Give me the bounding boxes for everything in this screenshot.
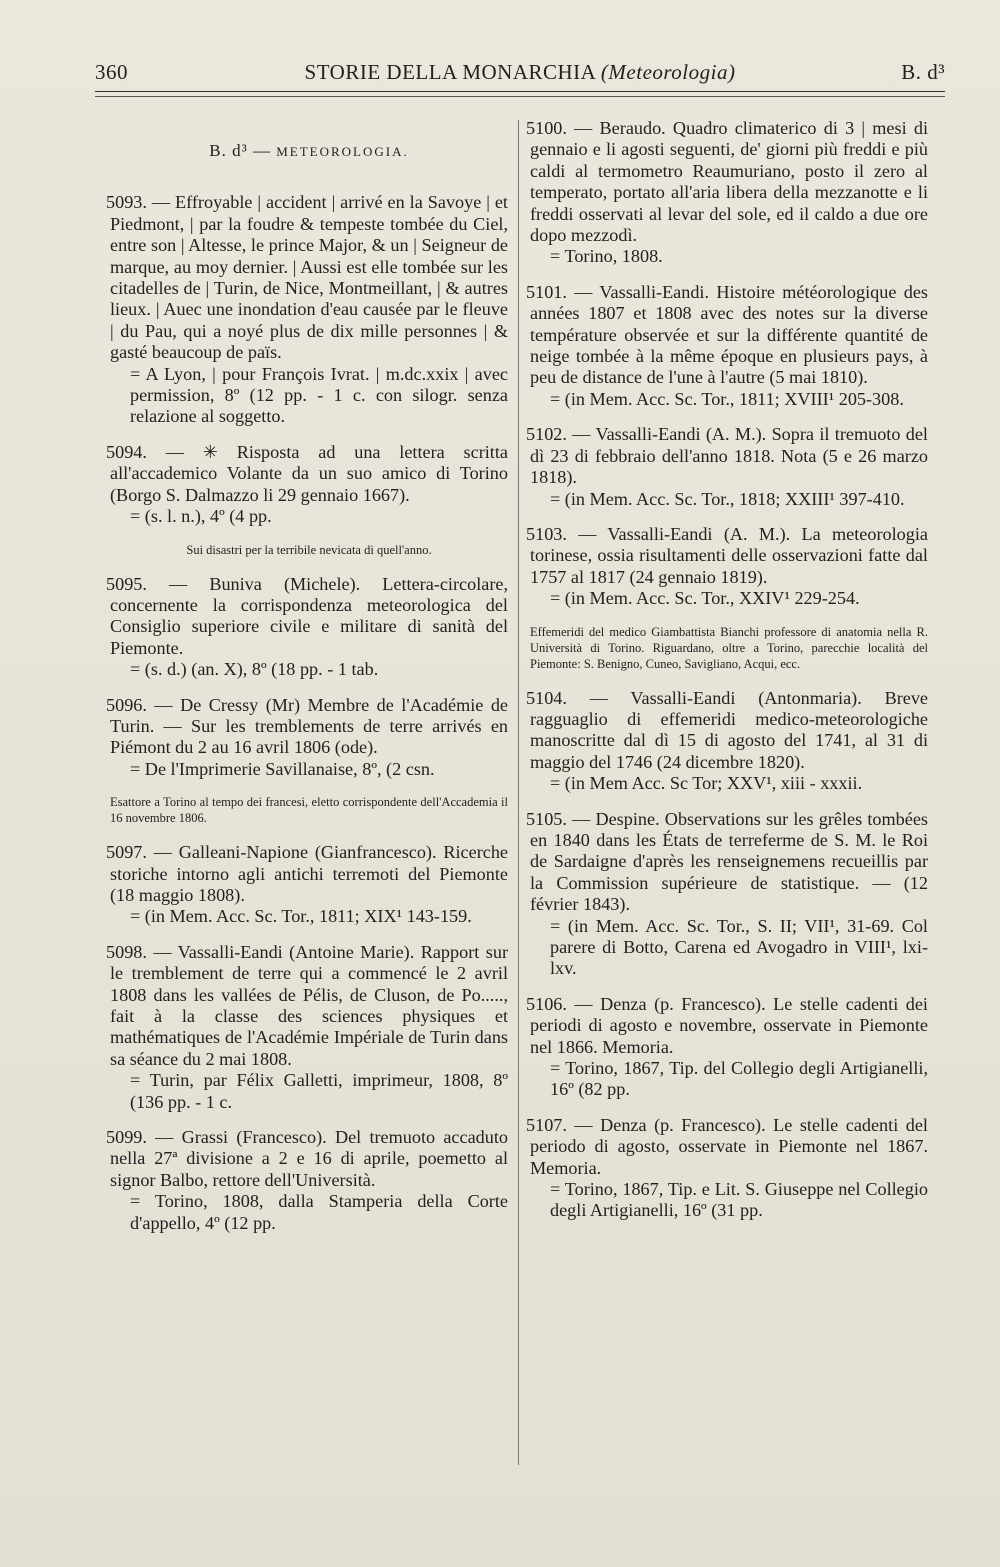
entry-imprint: = (s. d.) (an. X), 8º (18 pp. - 1 tab. bbox=[130, 659, 379, 680]
running-title-main: STORIE DELLA MONARCHIA bbox=[304, 60, 601, 84]
running-header bbox=[95, 60, 945, 90]
header-rule-top bbox=[95, 91, 945, 92]
entry-text: 5103. — Vassalli-Eandi (A. M.). La meteorologia torinese, ossia risultamenti delle osservazioni fatte dal 1757 al 1817 (24 gennaio 1819). bbox=[526, 523, 928, 587]
column-divider bbox=[518, 120, 519, 1465]
entry-imprint: = De l'Imprimerie Savillanaise, 8º, (2 csn. bbox=[130, 758, 435, 779]
entry-5105 bbox=[526, 808, 928, 980]
entry-5100 bbox=[526, 118, 928, 268]
entry-5098 bbox=[106, 941, 508, 1113]
entry-text: 5101. — Vassalli-Eandi. Histoire météorologique des années 1807 et 1808 avec des notes sur la diverse température observée et sur la différente quantité de neige tombée à la même époque en plusieurs pays, à peu de distance de l'une à l'autre (5 mai 1810). bbox=[526, 281, 928, 388]
entry-imprint: = Torino, 1808. bbox=[550, 246, 663, 267]
entry-5102 bbox=[526, 424, 928, 510]
entry-5107 bbox=[526, 1114, 928, 1222]
left-column bbox=[106, 118, 508, 1248]
page-number: 360 bbox=[95, 60, 128, 84]
entry-5095 bbox=[106, 573, 508, 681]
entry-note: Esattore a Torino al tempo dei francesi, eletto corrispondente dell'Accademia il 16 novembre 1806. bbox=[110, 795, 508, 826]
entry-imprint: = (in Mem. Acc. Sc. Tor., 1811; XVIII¹ 205-308. bbox=[550, 388, 904, 409]
entry-text: 5095. — Buniva (Michele). Lettera-circolare, concernente la corrispondenza meteorologica del Consiglio superiore civile e militare di sanità del Piemonte. bbox=[106, 573, 508, 658]
entry-imprint: = (in Mem. Acc. Sc. Tor., 1818; XXIII¹ 397-410. bbox=[550, 488, 905, 509]
entry-imprint: = (s. l. n.), 4º (4 pp. bbox=[130, 506, 272, 527]
entry-5096 bbox=[106, 694, 508, 781]
entry-text: 5099. — Grassi (Francesco). Del tremuoto accaduto nella 27ª divisione a 2 e 16 di aprile, poemetto al signor Balbo, rettore dell'Università. bbox=[106, 1127, 508, 1190]
section-mark: B. d³ bbox=[901, 60, 945, 84]
running-title bbox=[95, 60, 945, 85]
entry-imprint: = (in Mem. Acc. Sc. Tor., 1811; XIX¹ 143-159. bbox=[130, 906, 472, 927]
entry-text: 5104. — Vassalli-Eandi (Antonmaria). Breve ragguaglio di effemeridi medico-meteorologiche manoscritte dal dì 15 di agosto del 1741, al 31 di maggio del 1746 (24 dicembre 1820). bbox=[526, 687, 928, 772]
entry-imprint: = (in Mem. Acc. Sc. Tor., S. II; VII¹, 31-69. Col parere di Botto, Carena ed Avogadro in VIII¹, lxi-lxv. bbox=[550, 915, 928, 979]
entry-text: 5093. — Effroyable | accident | arrivé en la Savoye | et Piedmont, | par la foudre & tempeste tombée du Ciel, entre son | Altesse, le prince Major, & un | Seigneur de marque, au moy dernier. | Aussi est elle tombée sur les citadelles de | Turin, de Nice, Montmeillant, | & autres lieux. | Auec une inondation d'eau causée par le fleuve | du Pau, qui a noyé plus de dix mille personnes | & gasté beaucoup de païs. bbox=[106, 192, 508, 363]
entry-note: Sui disastri per la terribile nevicata di quell'anno. bbox=[186, 542, 432, 557]
entry-5099 bbox=[106, 1127, 508, 1234]
entry-imprint: = (in Mem. Acc. Sc. Tor., XXIV¹ 229-254. bbox=[550, 588, 860, 609]
entry-5103 bbox=[526, 523, 928, 610]
entry-imprint: = Torino, 1867, Tip. e Lit. S. Giuseppe nel Collegio degli Artigianelli, 16º (31 pp. bbox=[550, 1179, 928, 1221]
entry-text: 5105. — Despine. Observations sur les grêles tombées en 1840 dans les États de terreferme de S. M. le Roi de Sardaigne d'après les renseignemens recueillis par la Commission supérieure de statistique. — (12 février 1843). bbox=[526, 808, 928, 915]
entry-text: 5096. — De Cressy (Mr) Membre de l'Académie de Turin. — Sur les tremblements de terre arrivés en Piémont du 2 au 16 avril 1806 (ode). bbox=[106, 694, 508, 758]
entry-5104 bbox=[526, 687, 928, 795]
entry-5097 bbox=[106, 842, 508, 928]
running-title-italic: (Meteorologia) bbox=[600, 60, 736, 84]
section-heading-prefix: B. d³ — bbox=[209, 141, 277, 160]
section-heading bbox=[110, 140, 508, 162]
entry-text: 5098. — Vassalli-Eandi (Antoine Marie). Rapport sur le tremblement de terre qui a commencé le 2 avril 1808 dans les vallées de Pélis, de Cluson, de Po....., fait à la classe des sciences physiques et mathématiques de l'Académie Impériale de Turin dans sa séance du 2 mai 1808. bbox=[106, 941, 508, 1069]
entry-text: 5097. — Galleani-Napione (Gianfrancesco). Ricerche storiche intorno agli antichi terremoti del Piemonte (18 maggio 1808). bbox=[106, 842, 508, 905]
header-rule-bottom bbox=[95, 96, 945, 97]
entry-5093 bbox=[106, 192, 508, 427]
entry-5106 bbox=[526, 993, 928, 1101]
entry-text: 5106. — Denza (p. Francesco). Le stelle cadenti dei periodi di agosto e novembre, osservate in Piemonte nel 1866. Memoria. bbox=[526, 993, 928, 1057]
entry-imprint: = Turin, par Félix Galletti, imprimeur, 1808, 8º (136 pp. - 1 c. bbox=[130, 1070, 508, 1112]
entry-5094 bbox=[106, 441, 508, 528]
entry-text: 5100. — Beraudo. Quadro climaterico di 3 | mesi di gennaio e li agosti seguenti, de' giorni più freddi e più caldi al termometro Reaumuriano, posto il zero al temperato, portato all'aria libera della mezzanotte e li freddi osservati al levar del sole, ed il caldo a due ore dopo mezzodì. bbox=[526, 118, 928, 246]
entry-note: Effemeridi del medico Giambattista Bianchi professore di anatomia nella R. Università di Torino. Riguardano, oltre a Torino, parecchie località del Piemonte: S. Benigno, Cuneo, Savigliano, Acqui, ecc. bbox=[530, 624, 928, 671]
entry-text: 5094. — ✳ Risposta ad una lettera scritta all'accademico Volante da un suo amico di Torino (Borgo S. Dalmazzo li 29 gennaio 1667). bbox=[106, 441, 508, 505]
entry-5101 bbox=[526, 281, 928, 410]
right-column bbox=[526, 118, 928, 1236]
entry-imprint: = Torino, 1808, dalla Stamperia della Corte d'appello, 4º (12 pp. bbox=[130, 1191, 508, 1233]
entry-imprint: = Torino, 1867, Tip. del Collegio degli Artigianelli, 16º (82 pp. bbox=[550, 1058, 928, 1100]
section-heading-label: METEOROLOGIA. bbox=[276, 144, 409, 159]
entry-text: 5102. — Vassalli-Eandi (A. M.). Sopra il tremuoto del dì 23 di febbraio dell'anno 1818. Nota (5 e 26 marzo 1818). bbox=[526, 424, 928, 488]
entry-imprint: = (in Mem Acc. Sc Tor; XXV¹, xiii - xxxii. bbox=[550, 773, 863, 794]
entry-imprint: = A Lyon, | pour François Ivrat. | m.dc.xxix | avec permission, 8º (12 pp. - 1 c. con silogr. senza relazione al soggetto. bbox=[130, 363, 508, 427]
entry-text: 5107. — Denza (p. Francesco). Le stelle cadenti del periodo di agosto, osservate in Piemonte nel 1867. Memoria. bbox=[526, 1114, 928, 1178]
